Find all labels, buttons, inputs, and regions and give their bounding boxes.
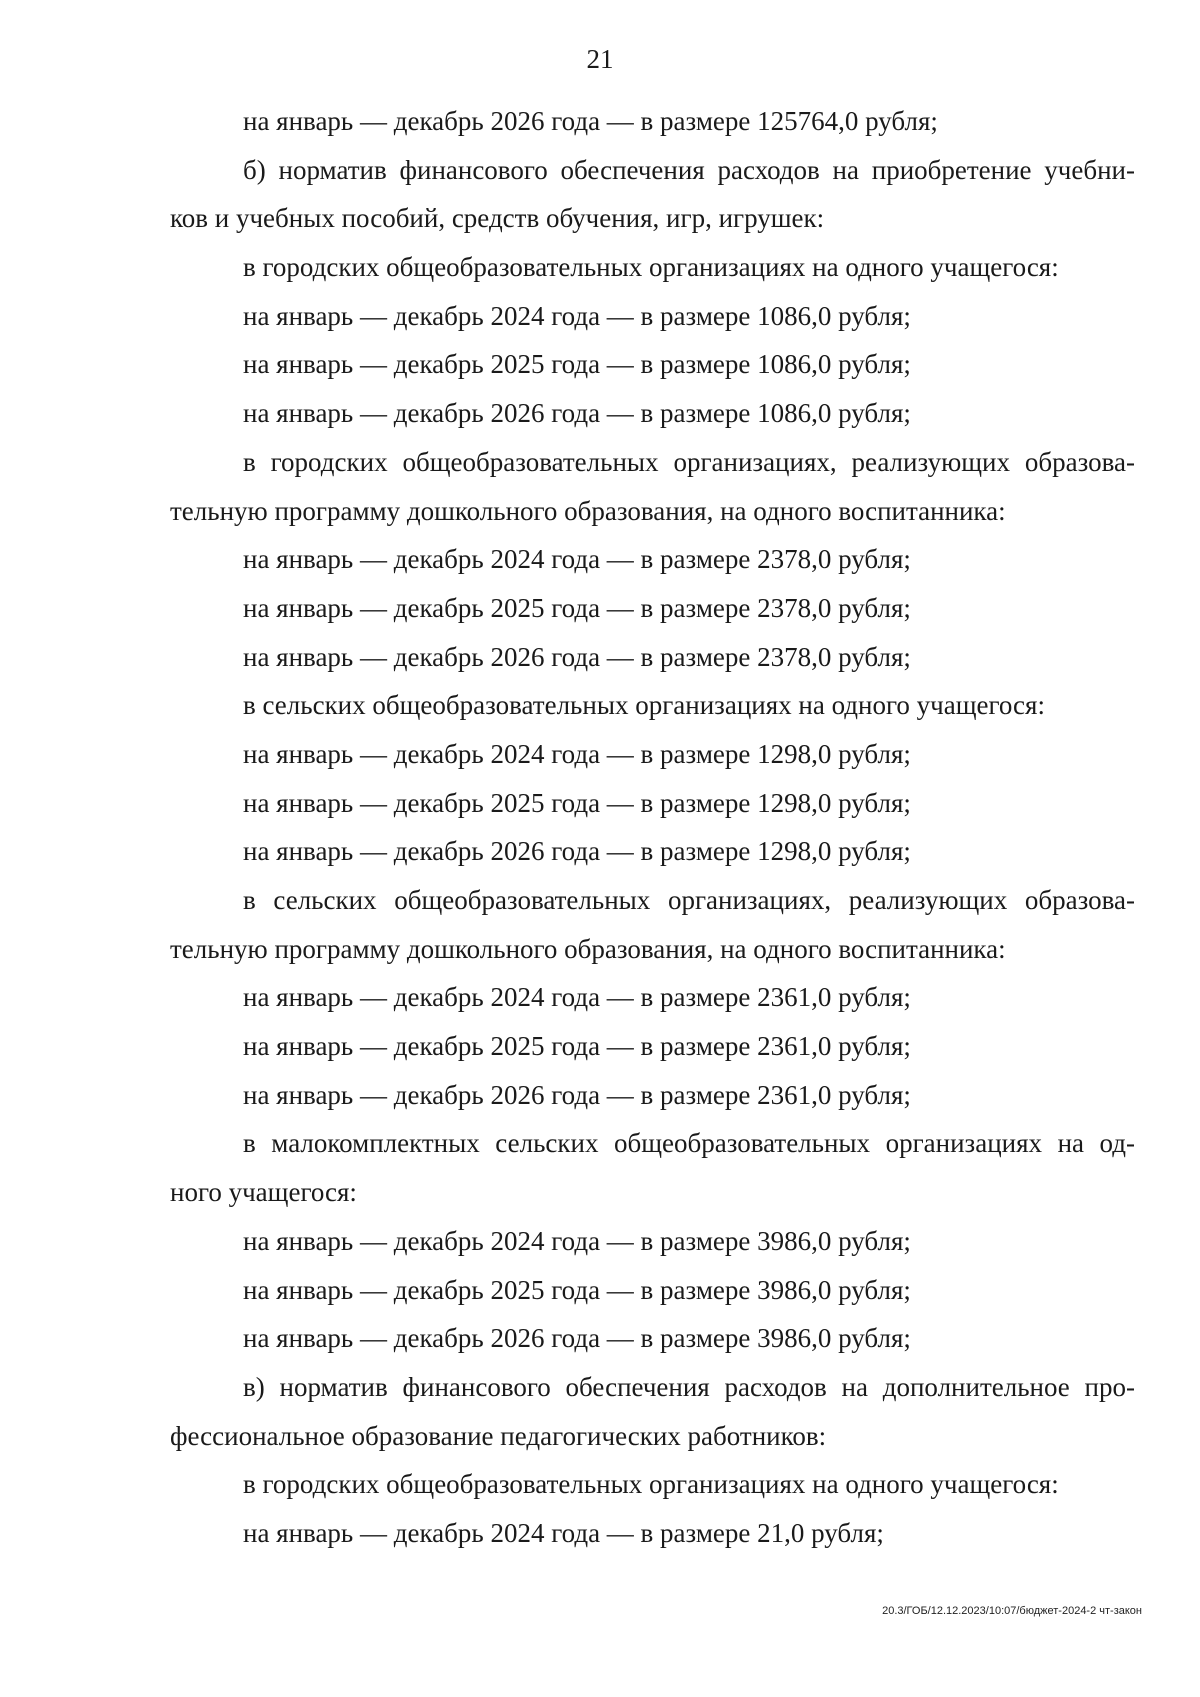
text-line: на январь — декабрь 2025 года — в размере 1086,0 рубля; <box>243 349 911 380</box>
text-line: в) норматив финансового обеспечения расходов на дополнительное про- <box>243 1371 1135 1402</box>
text-line: б) норматив финансового обеспечения расходов на приобретение учебни- <box>243 154 1135 185</box>
document-code-footer: 20.3/ГОБ/12.12.2023/10:07/бюджет-2024-2 чт-закон <box>882 1605 1142 1617</box>
text-line: на январь — декабрь 2026 года — в размере 1298,0 рубля; <box>243 836 911 867</box>
text-line: ного учащегося: <box>170 1177 357 1208</box>
text-line: на январь — декабрь 2024 года — в размере 21,0 рубля; <box>243 1517 884 1548</box>
text-line: в сельских общеобразовательных организациях, реализующих образова- <box>243 885 1135 915</box>
text-line: на январь — декабрь 2024 года — в размере 1298,0 рубля; <box>243 738 911 769</box>
text-line: на январь — декабрь 2026 года — в размере 2361,0 рубля; <box>243 1079 911 1110</box>
text-line: на январь — декабрь 2025 года — в размере 2378,0 рубля; <box>243 592 911 623</box>
text-line: на январь — декабрь 2025 года — в размере 1298,0 рубля; <box>243 787 911 818</box>
text-line: на январь — декабрь 2024 года — в размере 2361,0 рубля; <box>243 982 911 1013</box>
text-line: фессиональное образование педагогических работников: <box>170 1420 827 1451</box>
text-line: в сельских общеобразовательных организациях на одного учащегося: <box>243 690 1045 721</box>
text-line: на январь — декабрь 2025 года — в размере 2361,0 рубля; <box>243 1031 911 1062</box>
text-line: в городских общеобразовательных организациях, реализующих образова- <box>243 446 1135 477</box>
text-line: в городских общеобразовательных организациях на одного учащегося: <box>243 252 1059 283</box>
text-line: на январь — декабрь 2026 года — в размере 2378,0 рубля; <box>243 641 911 672</box>
text-line: тельную программу дошкольного образования, на одного воспитанника: <box>170 495 1006 526</box>
text-line: на январь — декабрь 2026 года — в размере 125764,0 рубля; <box>243 106 938 136</box>
text-line: на январь — декабрь 2024 года — в размере 3986,0 рубля; <box>243 1225 911 1256</box>
text-line: на январь — декабрь 2026 года — в размере 1086,0 рубля; <box>243 398 911 429</box>
text-line: на январь — декабрь 2025 года — в размере 3986,0 рубля; <box>243 1274 911 1305</box>
document-body <box>170 97 1135 1558</box>
text-line: на январь — декабрь 2026 года — в размере 3986,0 рубля; <box>243 1323 911 1354</box>
text-line: в малокомплектных сельских общеобразовательных организациях на од- <box>243 1128 1135 1159</box>
text-line: на январь — декабрь 2024 года — в размере 2378,0 рубля; <box>243 544 911 575</box>
text-line: в городских общеобразовательных организациях на одного учащегося: <box>243 1469 1059 1500</box>
text-line: ков и учебных пособий, средств обучения, игр, игрушек: <box>170 203 825 234</box>
text-line: на январь — декабрь 2024 года — в размере 1086,0 рубля; <box>243 300 911 331</box>
text-line: тельную программу дошкольного образования, на одного воспитанника: <box>170 933 1006 964</box>
page-number: 21 <box>586 44 614 74</box>
